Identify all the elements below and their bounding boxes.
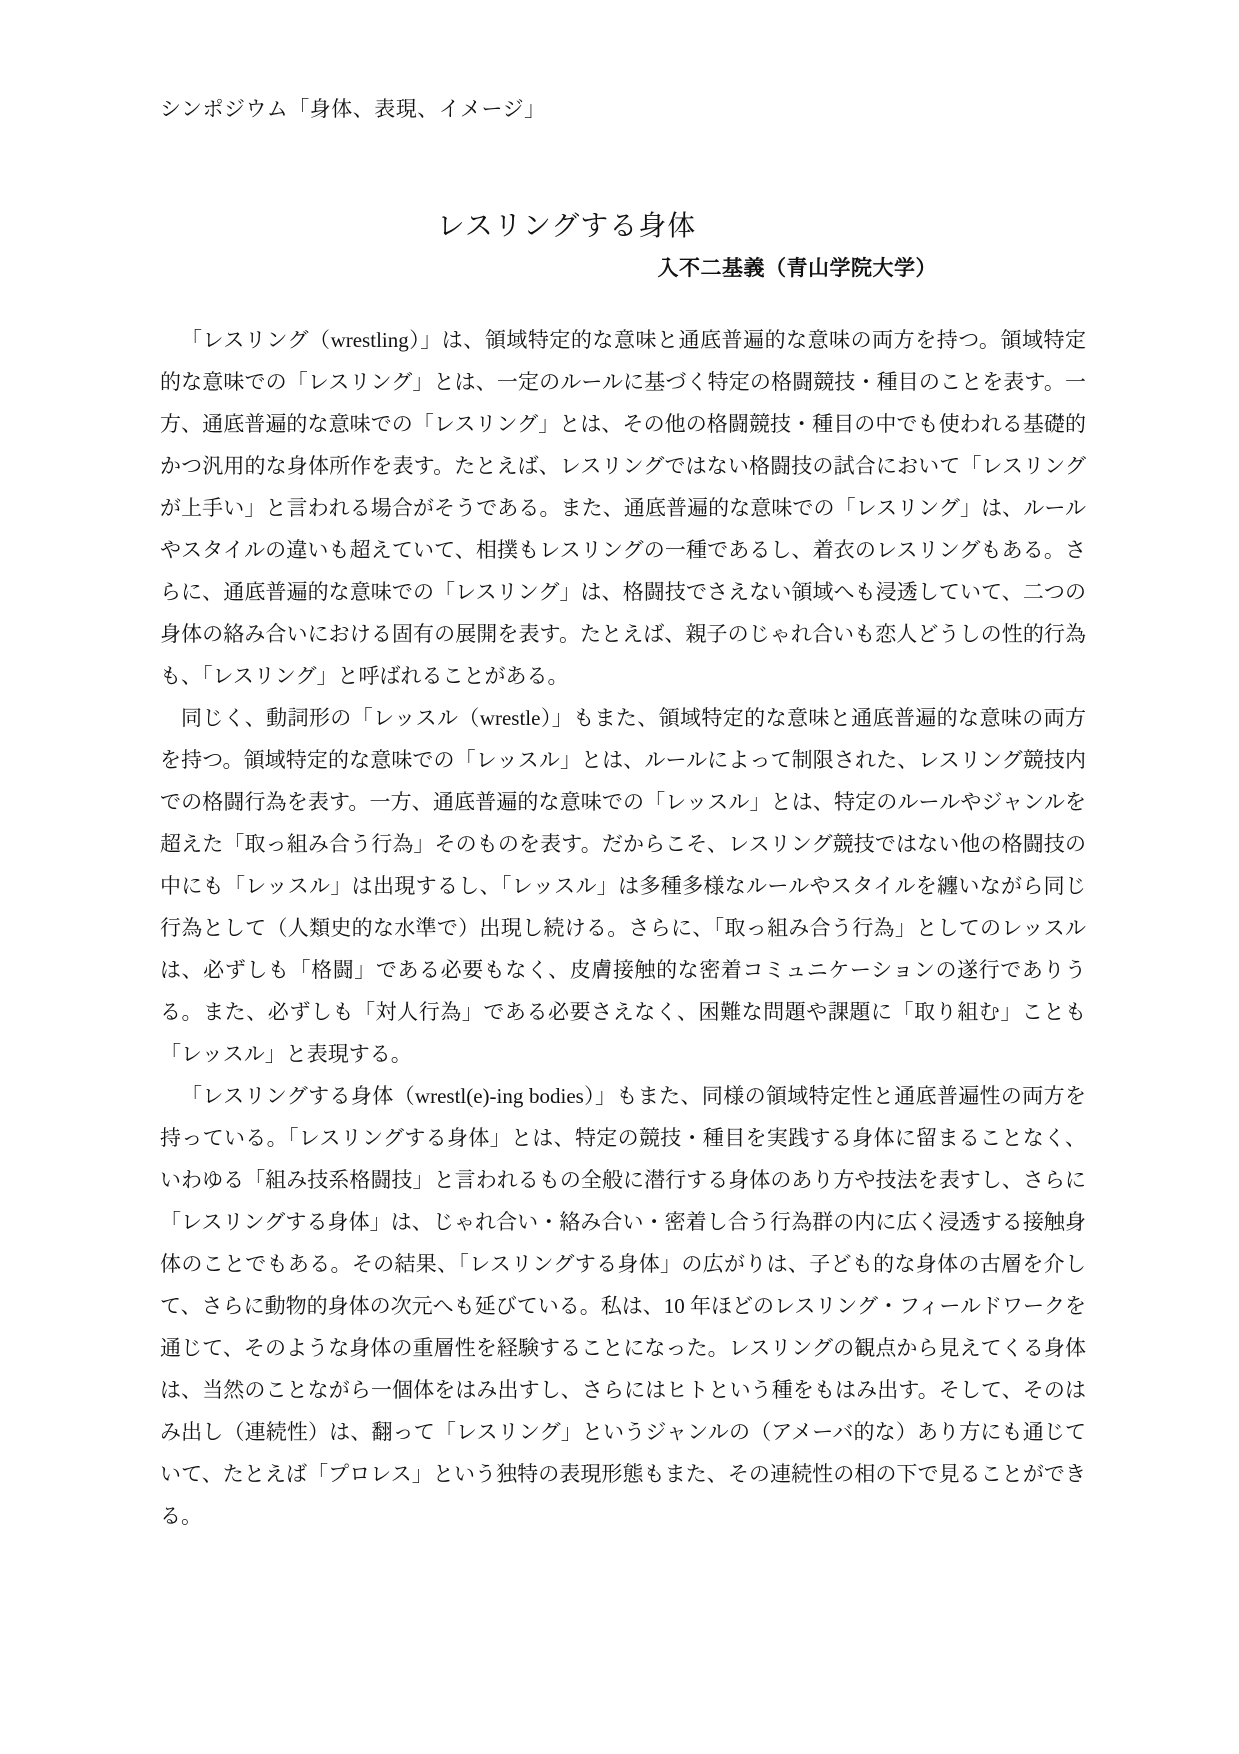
paragraph-wrestling-bodies: 「レスリングする身体（wrestl(e)-ing bodies）」もまた、同様の領域特定性と通底普遍性の両方を持っている。「レスリングする身体」とは、特定の競技・種目を実践する身体に留まることなく、いわゆる「組み技系格闘技」と言われるもの全般に潜行する身体のあり方や技法を表すし、さらに「レスリングする身体」は、じゃれ合い・絡み合い・密着し合う行為群の内に広く浸透する接触身体のことでもある。その結果、「レスリングする身体」の広がりは、子ども的な身体の古層を介して、さらに動物的身体の次元へも延びている。私は、10 年ほどのレスリング・フィールドワークを通じて、そのような身体の重層性を経験することになった。レスリングの観点から見えてくる身体は、当然のことながら一個体をはみ出すし、さらにはヒトという種をもはみ出す。そして、そのはみ出し（連続性）は、翻って「レスリング」というジャンルの（アメーバ的な）あり方にも通じていて、たとえば「プロレス」という独特の表現形態もまた、その連続性の相の下で見ることができる。 — [160, 1084, 1086, 1528]
author-affiliation: 入不二基義（青山学院大学） — [657, 257, 937, 280]
paper-title: レスリングする身体 — [436, 210, 697, 241]
paragraph-wrestle-verb: 同じく、動詞形の「レッスル（wrestle）」もまた、領域特定的な意味と通底普遍的な意味の両方を持つ。領域特定的な意味での「レッスル」とは、ルールによって制限された、レスリング競技内での格闘行為を表す。一方、通底普遍的な意味での「レッスル」とは、特定のルールやジャンルを超えた「取っ組み合う行為」そのものを表す。だからこそ、レスリング競技ではない他の格闘技の中にも「レッスル」は出現するし、「レッスル」は多種多様なルールやスタイルを纏いながら同じ行為として（人類史的な水準で）出現し続ける。さらに、「取っ組み合う行為」としてのレッスルは、必ずしも「格闘」である必要もなく、皮膚接触的な密着コミュニケーションの遂行でありうる。また、必ずしも「対人行為」である必要さえなく、困難な問題や課題に「取り組む」ことも「レッスル」と表現する。 — [160, 706, 1086, 1066]
abstract-body — [160, 319, 1086, 1537]
symposium-header: シンポジウム「身体、表現、イメージ」 — [160, 98, 546, 121]
paragraph-wrestling-noun: 「レスリング（wrestling）」は、領域特定的な意味と通底普遍的な意味の両方を持つ。領域特定的な意味での「レスリング」とは、一定のルールに基づく特定の格闘競技・種目のことを表す。一方、通底普遍的な意味での「レスリング」とは、その他の格闘競技・種目の中でも使われる基礎的かつ汎用的な身体所作を表す。たとえば、レスリングではない格闘技の試合において「レスリングが上手い」と言われる場合がそうである。また、通底普遍的な意味での「レスリング」は、ルールやスタイルの違いも超えていて、相撲もレスリングの一種であるし、着衣のレスリングもある。さらに、通底普遍的な意味での「レスリング」は、格闘技でさえない領域へも浸透していて、二つの身体の絡み合いにおける固有の展開を表す。たとえば、親子のじゃれ合いも恋人どうしの性的行為も、「レスリング」と呼ばれることがある。 — [160, 328, 1086, 688]
